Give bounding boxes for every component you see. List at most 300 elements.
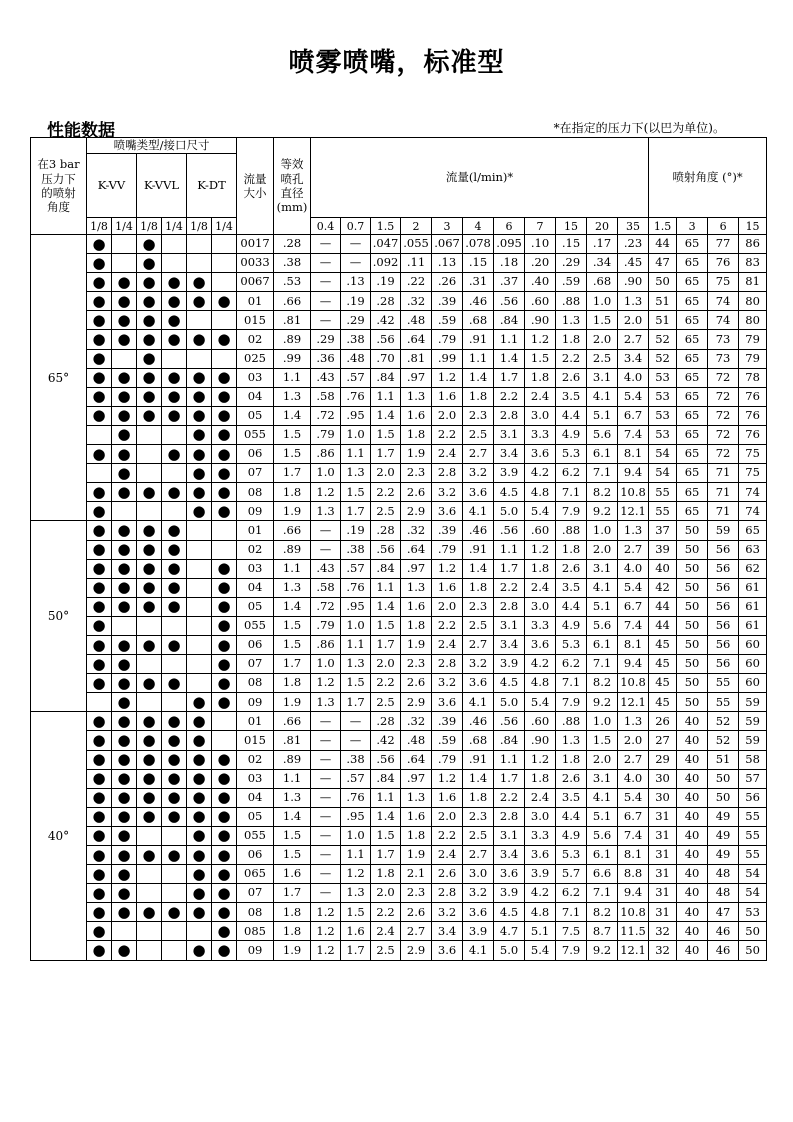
- flow-cell: .64: [401, 540, 432, 559]
- angle-cell: 54: [739, 884, 767, 903]
- flow-cell: .84: [371, 559, 401, 578]
- angle-cell: 40: [677, 788, 708, 807]
- flow-cell: 1.4: [463, 559, 494, 578]
- flow-cell: 2.9: [401, 941, 432, 960]
- angle-cell: 50: [677, 578, 708, 597]
- flow-cell: 7.1: [587, 655, 618, 674]
- header-flow-pressure: 7: [525, 218, 556, 235]
- orifice-diameter-cell: 1.8: [274, 922, 311, 941]
- capacity-size-cell: 0017: [237, 235, 274, 254]
- table-row: [31, 292, 767, 311]
- flow-cell: .26: [432, 273, 463, 292]
- flow-cell: 1.5: [525, 349, 556, 368]
- flow-cell: .72: [311, 406, 341, 425]
- flow-cell: 1.7: [494, 769, 525, 788]
- angle-cell: 75: [708, 273, 739, 292]
- header-flow-pressure: 0.7: [341, 218, 371, 235]
- flow-cell: .95: [341, 406, 371, 425]
- flow-cell: 1.4: [371, 406, 401, 425]
- angle-cell: 59: [739, 731, 767, 750]
- orifice-diameter-cell: .66: [274, 521, 311, 540]
- flow-cell: .58: [311, 578, 341, 597]
- flow-cell: .76: [341, 387, 371, 406]
- availability-dot-icon: ●: [187, 750, 212, 769]
- flow-cell: 1.5: [371, 826, 401, 845]
- flow-cell: .56: [494, 292, 525, 311]
- orifice-diameter-cell: 1.1: [274, 368, 311, 387]
- angle-cell: 31: [649, 865, 677, 884]
- angle-cell: 55: [739, 826, 767, 845]
- flow-cell: 4.9: [556, 826, 587, 845]
- header-nozzle-type: K-VV: [87, 154, 137, 218]
- availability-dot-icon: ●: [137, 807, 162, 826]
- header-capacity-size: 流量 大小: [237, 138, 274, 235]
- angle-cell: 80: [739, 311, 767, 330]
- header-port-size: 1/4: [112, 218, 137, 235]
- flow-cell: 1.4: [463, 368, 494, 387]
- table-row: [31, 235, 767, 254]
- flow-cell: 6.7: [618, 597, 649, 616]
- angle-cell: 51: [649, 311, 677, 330]
- flow-cell: 2.8: [494, 406, 525, 425]
- availability-dot-icon: ●: [87, 521, 112, 540]
- flow-cell: .68: [463, 311, 494, 330]
- flow-cell: —: [311, 540, 341, 559]
- flow-cell: 5.4: [618, 578, 649, 597]
- angle-cell: 31: [649, 807, 677, 826]
- flow-cell: 1.2: [525, 540, 556, 559]
- availability-dot-icon: ●: [162, 578, 187, 597]
- availability-dot-icon: ●: [162, 635, 187, 654]
- availability-empty: [137, 616, 162, 635]
- header-flow-pressure: 15: [556, 218, 587, 235]
- orifice-diameter-cell: 1.7: [274, 884, 311, 903]
- flow-cell: 6.7: [618, 406, 649, 425]
- flow-cell: 9.2: [587, 941, 618, 960]
- flow-cell: 2.5: [463, 826, 494, 845]
- table-row: [31, 674, 767, 693]
- availability-empty: [212, 731, 237, 750]
- flow-cell: 7.1: [556, 483, 587, 502]
- angle-cell: 58: [739, 750, 767, 769]
- header-port-size: 1/4: [212, 218, 237, 235]
- angle-cell: 27: [649, 731, 677, 750]
- orifice-diameter-cell: .38: [274, 254, 311, 273]
- flow-cell: .38: [341, 330, 371, 349]
- flow-cell: 5.6: [587, 616, 618, 635]
- availability-dot-icon: ●: [212, 502, 237, 521]
- angle-cell: 42: [649, 578, 677, 597]
- orifice-diameter-cell: .89: [274, 750, 311, 769]
- flow-cell: 2.0: [618, 311, 649, 330]
- availability-empty: [137, 693, 162, 712]
- angle-cell: 65: [677, 406, 708, 425]
- flow-cell: .39: [432, 712, 463, 731]
- angle-cell: 57: [739, 769, 767, 788]
- flow-cell: .39: [432, 292, 463, 311]
- angle-cell: 74: [739, 502, 767, 521]
- orifice-diameter-cell: 1.5: [274, 846, 311, 865]
- flow-cell: .32: [401, 521, 432, 540]
- flow-cell: 9.4: [618, 655, 649, 674]
- availability-dot-icon: ●: [212, 578, 237, 597]
- flow-cell: .99: [432, 349, 463, 368]
- flow-cell: 1.4: [463, 769, 494, 788]
- flow-cell: 2.2: [432, 425, 463, 444]
- availability-empty: [187, 540, 212, 559]
- flow-cell: .56: [371, 330, 401, 349]
- availability-dot-icon: ●: [87, 922, 112, 941]
- flow-cell: 7.1: [587, 464, 618, 483]
- availability-dot-icon: ●: [187, 273, 212, 292]
- availability-dot-icon: ●: [187, 712, 212, 731]
- header-flow-pressure: 1.5: [371, 218, 401, 235]
- availability-dot-icon: ●: [162, 674, 187, 693]
- flow-cell: 10.8: [618, 674, 649, 693]
- capacity-size-cell: 04: [237, 788, 274, 807]
- availability-empty: [187, 655, 212, 674]
- orifice-diameter-cell: 1.5: [274, 425, 311, 444]
- flow-cell: 2.7: [618, 750, 649, 769]
- availability-dot-icon: ●: [137, 559, 162, 578]
- flow-cell: 1.0: [587, 521, 618, 540]
- angle-cell: 76: [739, 387, 767, 406]
- flow-cell: 5.1: [587, 807, 618, 826]
- flow-cell: .84: [371, 769, 401, 788]
- flow-cell: 3.3: [525, 425, 556, 444]
- flow-cell: 5.3: [556, 445, 587, 464]
- availability-dot-icon: ●: [187, 807, 212, 826]
- flow-cell: 3.9: [525, 865, 556, 884]
- availability-empty: [212, 273, 237, 292]
- flow-cell: 2.2: [494, 788, 525, 807]
- flow-cell: 1.3: [311, 693, 341, 712]
- angle-cell: 72: [708, 425, 739, 444]
- flow-cell: .97: [401, 368, 432, 387]
- angle-cell: 53: [649, 368, 677, 387]
- flow-cell: .56: [371, 540, 401, 559]
- flow-cell: 6.1: [587, 846, 618, 865]
- flow-cell: 4.5: [494, 903, 525, 922]
- flow-cell: 5.0: [494, 502, 525, 521]
- availability-dot-icon: ●: [212, 922, 237, 941]
- availability-dot-icon: ●: [112, 674, 137, 693]
- angle-cell: 72: [708, 368, 739, 387]
- angle-cell: 40: [677, 712, 708, 731]
- flow-cell: .15: [556, 235, 587, 254]
- flow-cell: .59: [432, 731, 463, 750]
- flow-cell: 2.3: [401, 655, 432, 674]
- flow-cell: .84: [494, 311, 525, 330]
- flow-cell: 1.3: [618, 521, 649, 540]
- flow-cell: 1.2: [432, 769, 463, 788]
- flow-cell: —: [311, 826, 341, 845]
- flow-cell: —: [311, 235, 341, 254]
- flow-cell: 7.9: [556, 693, 587, 712]
- header-flow-pressure: 20: [587, 218, 618, 235]
- capacity-size-cell: 09: [237, 693, 274, 712]
- table-row: [31, 597, 767, 616]
- availability-dot-icon: ●: [87, 655, 112, 674]
- flow-cell: 1.7: [341, 693, 371, 712]
- angle-cell: 60: [739, 635, 767, 654]
- flow-cell: 7.1: [587, 884, 618, 903]
- availability-dot-icon: ●: [137, 597, 162, 616]
- flow-cell: .56: [494, 712, 525, 731]
- spray-angle-group: 50°: [31, 521, 87, 712]
- availability-empty: [162, 464, 187, 483]
- flow-cell: .23: [618, 235, 649, 254]
- availability-empty: [162, 235, 187, 254]
- angle-cell: 37: [649, 521, 677, 540]
- flow-cell: 2.8: [494, 807, 525, 826]
- flow-cell: 4.9: [556, 425, 587, 444]
- availability-dot-icon: ●: [162, 311, 187, 330]
- angle-cell: 60: [739, 655, 767, 674]
- availability-empty: [187, 349, 212, 368]
- flow-cell: 7.4: [618, 826, 649, 845]
- table-row: [31, 254, 767, 273]
- availability-dot-icon: ●: [137, 368, 162, 387]
- capacity-size-cell: 01: [237, 292, 274, 311]
- flow-cell: 2.0: [587, 750, 618, 769]
- orifice-diameter-cell: 1.1: [274, 769, 311, 788]
- flow-cell: .092: [371, 254, 401, 273]
- availability-dot-icon: ●: [112, 846, 137, 865]
- angle-cell: 40: [649, 559, 677, 578]
- flow-cell: 1.7: [341, 941, 371, 960]
- capacity-size-cell: 01: [237, 521, 274, 540]
- flow-cell: 5.4: [525, 693, 556, 712]
- angle-cell: 40: [677, 826, 708, 845]
- flow-cell: 2.0: [618, 731, 649, 750]
- header-port-size: 1/8: [187, 218, 212, 235]
- flow-cell: .37: [494, 273, 525, 292]
- flow-cell: 4.0: [618, 769, 649, 788]
- availability-dot-icon: ●: [162, 406, 187, 425]
- flow-cell: .72: [311, 597, 341, 616]
- availability-dot-icon: ●: [137, 521, 162, 540]
- flow-cell: 6.2: [556, 464, 587, 483]
- availability-empty: [187, 559, 212, 578]
- availability-dot-icon: ●: [162, 368, 187, 387]
- flow-cell: 1.3: [401, 788, 432, 807]
- flow-cell: 3.9: [463, 922, 494, 941]
- flow-cell: 1.2: [311, 903, 341, 922]
- flow-cell: 1.7: [371, 846, 401, 865]
- flow-cell: .39: [432, 521, 463, 540]
- table-row: [31, 655, 767, 674]
- availability-empty: [137, 884, 162, 903]
- header-flow-pressure: 4: [463, 218, 494, 235]
- flow-cell: —: [311, 750, 341, 769]
- orifice-diameter-cell: 1.8: [274, 903, 311, 922]
- capacity-size-cell: 03: [237, 368, 274, 387]
- flow-cell: 4.5: [494, 483, 525, 502]
- availability-empty: [187, 922, 212, 941]
- availability-dot-icon: ●: [112, 865, 137, 884]
- availability-dot-icon: ●: [212, 597, 237, 616]
- angle-cell: 26: [649, 712, 677, 731]
- availability-dot-icon: ●: [87, 674, 112, 693]
- availability-dot-icon: ●: [87, 788, 112, 807]
- angle-cell: 73: [708, 349, 739, 368]
- flow-cell: 1.8: [463, 578, 494, 597]
- table-row: [31, 578, 767, 597]
- angle-cell: 45: [649, 674, 677, 693]
- flow-cell: 5.1: [525, 922, 556, 941]
- flow-cell: —: [311, 273, 341, 292]
- angle-cell: 54: [739, 865, 767, 884]
- availability-dot-icon: ●: [187, 846, 212, 865]
- flow-cell: .10: [525, 235, 556, 254]
- flow-cell: 8.2: [587, 674, 618, 693]
- availability-empty: [187, 635, 212, 654]
- flow-cell: 1.5: [587, 731, 618, 750]
- flow-cell: .32: [401, 712, 432, 731]
- table-row: [31, 330, 767, 349]
- header-nozzle-type: K-VVL: [137, 154, 187, 218]
- angle-cell: 56: [739, 788, 767, 807]
- table-row: [31, 750, 767, 769]
- availability-empty: [212, 521, 237, 540]
- availability-dot-icon: ●: [187, 406, 212, 425]
- orifice-diameter-cell: .53: [274, 273, 311, 292]
- flow-cell: 2.0: [432, 597, 463, 616]
- angle-cell: 74: [739, 483, 767, 502]
- flow-cell: .43: [311, 368, 341, 387]
- availability-dot-icon: ●: [112, 387, 137, 406]
- table-row: [31, 368, 767, 387]
- capacity-size-cell: 06: [237, 445, 274, 464]
- availability-dot-icon: ●: [87, 235, 112, 254]
- availability-empty: [112, 502, 137, 521]
- flow-cell: 7.4: [618, 425, 649, 444]
- orifice-diameter-cell: .28: [274, 235, 311, 254]
- angle-cell: 53: [649, 387, 677, 406]
- availability-dot-icon: ●: [212, 750, 237, 769]
- angle-cell: 50: [677, 559, 708, 578]
- flow-cell: 2.2: [556, 349, 587, 368]
- flow-cell: 4.4: [556, 406, 587, 425]
- flow-cell: 1.3: [341, 464, 371, 483]
- availability-empty: [137, 502, 162, 521]
- flow-cell: 3.5: [556, 578, 587, 597]
- angle-cell: 46: [708, 922, 739, 941]
- flow-cell: .46: [463, 292, 494, 311]
- availability-empty: [112, 616, 137, 635]
- flow-cell: 1.4: [371, 597, 401, 616]
- flow-cell: .81: [401, 349, 432, 368]
- availability-empty: [137, 464, 162, 483]
- flow-cell: .79: [311, 616, 341, 635]
- availability-empty: [212, 540, 237, 559]
- flow-cell: 1.7: [371, 445, 401, 464]
- availability-dot-icon: ●: [162, 330, 187, 349]
- orifice-diameter-cell: 1.7: [274, 655, 311, 674]
- availability-empty: [187, 578, 212, 597]
- flow-cell: 2.3: [463, 597, 494, 616]
- section-title: 性能数据: [47, 121, 115, 141]
- flow-cell: 1.2: [311, 922, 341, 941]
- flow-cell: 6.2: [556, 884, 587, 903]
- angle-cell: 50: [677, 693, 708, 712]
- availability-dot-icon: ●: [162, 445, 187, 464]
- flow-cell: 1.3: [341, 655, 371, 674]
- flow-cell: 5.6: [587, 425, 618, 444]
- flow-cell: 2.3: [463, 807, 494, 826]
- availability-dot-icon: ●: [137, 712, 162, 731]
- flow-cell: 11.5: [618, 922, 649, 941]
- flow-cell: .57: [341, 769, 371, 788]
- capacity-size-cell: 02: [237, 750, 274, 769]
- flow-cell: 2.0: [371, 464, 401, 483]
- availability-empty: [212, 254, 237, 273]
- flow-cell: .68: [463, 731, 494, 750]
- flow-cell: 2.5: [371, 502, 401, 521]
- flow-cell: .76: [341, 788, 371, 807]
- angle-cell: 32: [649, 941, 677, 960]
- flow-cell: 3.9: [494, 884, 525, 903]
- flow-cell: 1.6: [341, 922, 371, 941]
- availability-dot-icon: ●: [112, 635, 137, 654]
- flow-cell: 1.3: [618, 712, 649, 731]
- table-row: [31, 540, 767, 559]
- capacity-size-cell: 055: [237, 425, 274, 444]
- availability-dot-icon: ●: [112, 311, 137, 330]
- flow-cell: 1.1: [371, 387, 401, 406]
- availability-dot-icon: ●: [212, 464, 237, 483]
- table-row: [31, 273, 767, 292]
- angle-cell: 71: [708, 483, 739, 502]
- availability-dot-icon: ●: [137, 731, 162, 750]
- flow-cell: .095: [494, 235, 525, 254]
- header-flow-pressure: 35: [618, 218, 649, 235]
- availability-dot-icon: ●: [112, 578, 137, 597]
- angle-cell: 65: [677, 235, 708, 254]
- flow-cell: .38: [341, 750, 371, 769]
- flow-cell: .57: [341, 368, 371, 387]
- availability-dot-icon: ●: [87, 387, 112, 406]
- flow-cell: 2.4: [525, 387, 556, 406]
- availability-dot-icon: ●: [87, 273, 112, 292]
- flow-cell: .19: [341, 521, 371, 540]
- flow-cell: .42: [371, 311, 401, 330]
- availability-empty: [187, 235, 212, 254]
- availability-dot-icon: ●: [87, 368, 112, 387]
- flow-cell: 3.2: [432, 903, 463, 922]
- availability-dot-icon: ●: [112, 884, 137, 903]
- flow-cell: 4.4: [556, 807, 587, 826]
- flow-cell: 6.2: [556, 655, 587, 674]
- availability-dot-icon: ●: [137, 349, 162, 368]
- availability-dot-icon: ●: [112, 788, 137, 807]
- availability-dot-icon: ●: [87, 941, 112, 960]
- flow-cell: 12.1: [618, 693, 649, 712]
- angle-cell: 40: [677, 769, 708, 788]
- flow-cell: 3.1: [587, 368, 618, 387]
- angle-cell: 48: [708, 884, 739, 903]
- availability-dot-icon: ●: [162, 807, 187, 826]
- availability-dot-icon: ●: [112, 464, 137, 483]
- flow-cell: .13: [432, 254, 463, 273]
- availability-dot-icon: ●: [112, 540, 137, 559]
- flow-cell: .48: [341, 349, 371, 368]
- angle-cell: 72: [708, 406, 739, 425]
- flow-cell: 3.2: [463, 464, 494, 483]
- availability-dot-icon: ●: [162, 483, 187, 502]
- flow-cell: 2.6: [556, 559, 587, 578]
